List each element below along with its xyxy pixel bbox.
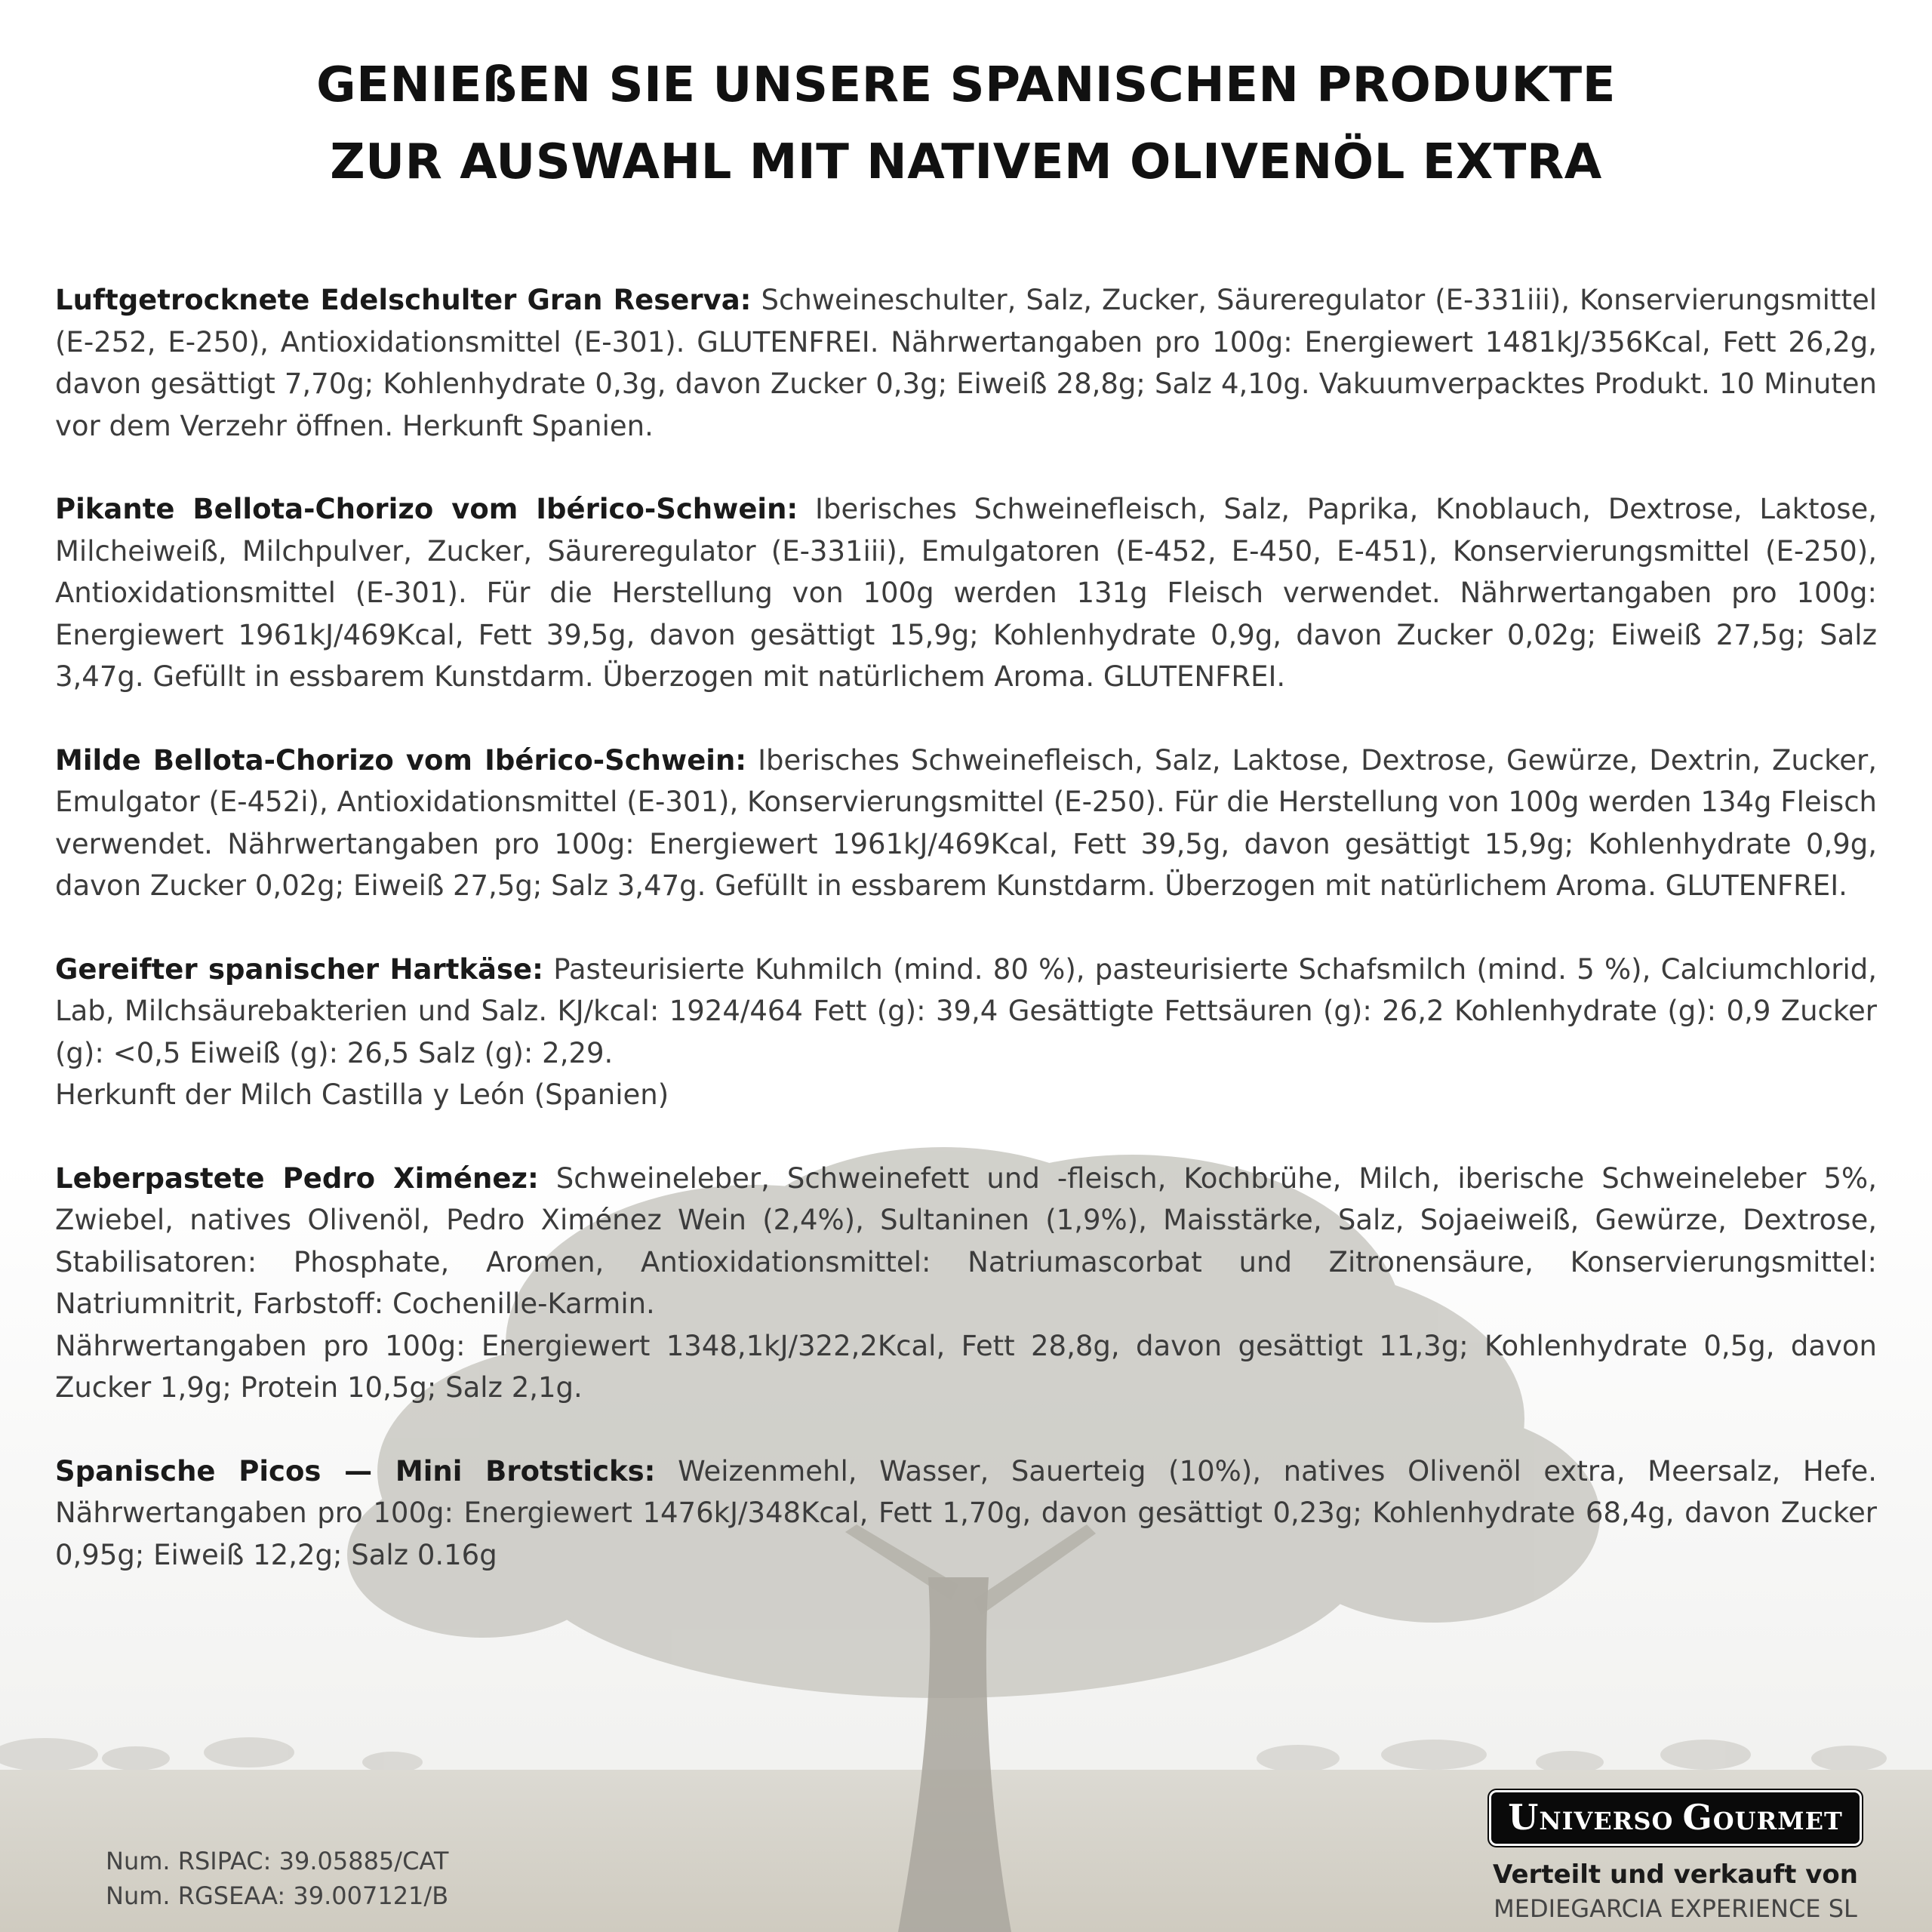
distributed-by-label: Verteilt und verkauft von	[1493, 1860, 1858, 1890]
rsipac-number: Num. RSIPAC: 39.05885/CAT	[106, 1847, 449, 1875]
title-line-1: GENIEßEN SIE UNSERE SPANISCHEN PRODUKTE	[316, 57, 1616, 113]
product-section-cheese	[55, 949, 1877, 1116]
product-name: Pikante Bellota-Chorizo vom Ibérico-Schwein:	[55, 493, 798, 525]
product-description: Weizenmehl, Wasser, Sauerteig (10%), natives Olivenöl extra, Meersalz, Hefe. Nährwertangaben pro 100g: Energiewert 1476kJ/348Kcal, Fett 1,70g, davon gesättigt 0,23g; Kohlenhydrate 68,4g, davon Zucker 0,95g; Eiweiß 12,2g; Salz 0.16g	[55, 1454, 1878, 1571]
product-description: Iberisches Schweinefleisch, Salz, Paprika, Knoblauch, Dextrose, Laktose, Milcheiweiß, Milchpulver, Zucker, Säureregulator (E-331iii), Emulgatoren (E-452, E-450, E-451), Konservierungsmittel (E-250), Antioxidationsmittel (E-301). Für die Herstellung von 100g werden 131g Fleisch verwendet. Nährwertangaben pro 100g: Energiewert 1961kJ/469Kcal, Fett 39,5g, davon gesättigt 15,9g; Kohlenhydrate 0,9g, davon Zucker 0,02g; Eiweiß 27,5g; Salz 3,47g. Gefüllt in essbarem Kunstdarm. Überzogen mit natürlichem Aroma. GLUTENFREI.	[55, 493, 1878, 693]
product-extra-note: Nährwertangaben pro 100g: Energiewert 1348,1kJ/322,2Kcal, Fett 28,8g, davon gesättigt 11,3g; Kohlenhydrate 0,5g, davon Zucker 1,9g; Protein 10,5g; Salz 2,1g.	[55, 1329, 1877, 1404]
registration-numbers	[106, 1844, 448, 1913]
universo-gourmet-logo: UNIVERSO GOURMET	[1489, 1790, 1862, 1846]
brand-block	[1472, 1790, 1879, 1923]
company-name: MEDIEGARCIA EXPERIENCE SL	[1494, 1894, 1857, 1923]
product-section-picos	[55, 1451, 1877, 1577]
rgseaa-number: Num. RGSEAA: 39.007121/B	[106, 1881, 449, 1910]
product-description: Schweineschulter, Salz, Zucker, Säureregulator (E-331iii), Konservierungsmittel (E-252, E-250), Antioxidationsmittel (E-301). GLUTENFREI. Nährwertangaben pro 100g: Energiewert 1481kJ/356Kcal, Fett 26,2g, davon gesättigt 7,70g; Kohlenhydrate 0,3g, davon Zucker 0,3g; Eiweiß 28,8g; Salz 4,10g. Vakuumverpacktes Produkt. 10 Minuten vor dem Verzehr öffnen. Herkunft Spanien.	[55, 284, 1877, 442]
product-name: Spanische Picos — Mini Brotsticks:	[55, 1454, 656, 1487]
product-description: Iberisches Schweinefleisch, Salz, Laktose, Dextrose, Gewürze, Dextrin, Zucker, Emulgator (E-452i), Antioxidationsmittel (E-301), Konservierungsmittel (E-250). Für die Herstellung von 100g werden 134g Fleisch verwendet. Nährwertangaben pro 100g: Energiewert 1961kJ/469Kcal, Fett 39,5g, davon gesättigt 15,9g; Kohlenhydrate 0,9g, davon Zucker 0,02g; Eiweiß 27,5g; Salz 3,47g. Gefüllt in essbarem Kunstdarm. Überzogen mit natürlichem Aroma. GLUTENFREI.	[55, 743, 1877, 902]
product-section-shoulder	[55, 279, 1877, 447]
product-name: Leberpastete Pedro Ximénez:	[55, 1161, 539, 1195]
product-extra-note: Herkunft der Milch Castilla y León (Spanien)	[55, 1078, 669, 1111]
product-description: Schweineleber, Schweinefett und -fleisch, Kochbrühe, Milch, iberische Schweineleber 5%, Zwiebel, natives Olivenöl, Pedro Ximénez Wein (2,4%), Sultaninen (1,9%), Maisstärke, Salz, Sojaeiweiß, Gewürze, Dextrose, Stabilisatoren: Phosphate, Aromen, Antioxidationsmittel: Natriumascorbat und Zitronensäure, Konservierungsmittel: Natriumnitrit, Farbstoff: Cochenille-Karmin.	[55, 1161, 1877, 1320]
page-title	[0, 47, 1932, 201]
ingredients-list	[55, 279, 1877, 1617]
title-line-2: ZUR AUSWAHL MIT NATIVEM OLIVENÖL EXTRA	[330, 134, 1602, 190]
product-description: Pasteurisierte Kuhmilch (mind. 80 %), pasteurisierte Schafsmilch (mind. 5 %), Calciumchlorid, Lab, Milchsäurebakterien und Salz. KJ/kcal: 1924/464 Fett (g): 39,4 Gesättigte Fettsäuren (g): 26,2 Kohlenhydrate (g): 0,9 Zucker (g): <0,5 Eiweiß (g): 26,5 Salz (g): 2,29.	[55, 952, 1877, 1069]
product-section-liver-pate	[55, 1158, 1877, 1409]
product-section-mild-chorizo	[55, 740, 1877, 907]
product-name: Milde Bellota-Chorizo vom Ibérico-Schwein:	[55, 743, 747, 777]
product-section-spicy-chorizo	[55, 488, 1877, 698]
product-name: Gereifter spanischer Hartkäse:	[55, 952, 543, 986]
product-name: Luftgetrocknete Edelschulter Gran Reserva:	[55, 284, 752, 316]
